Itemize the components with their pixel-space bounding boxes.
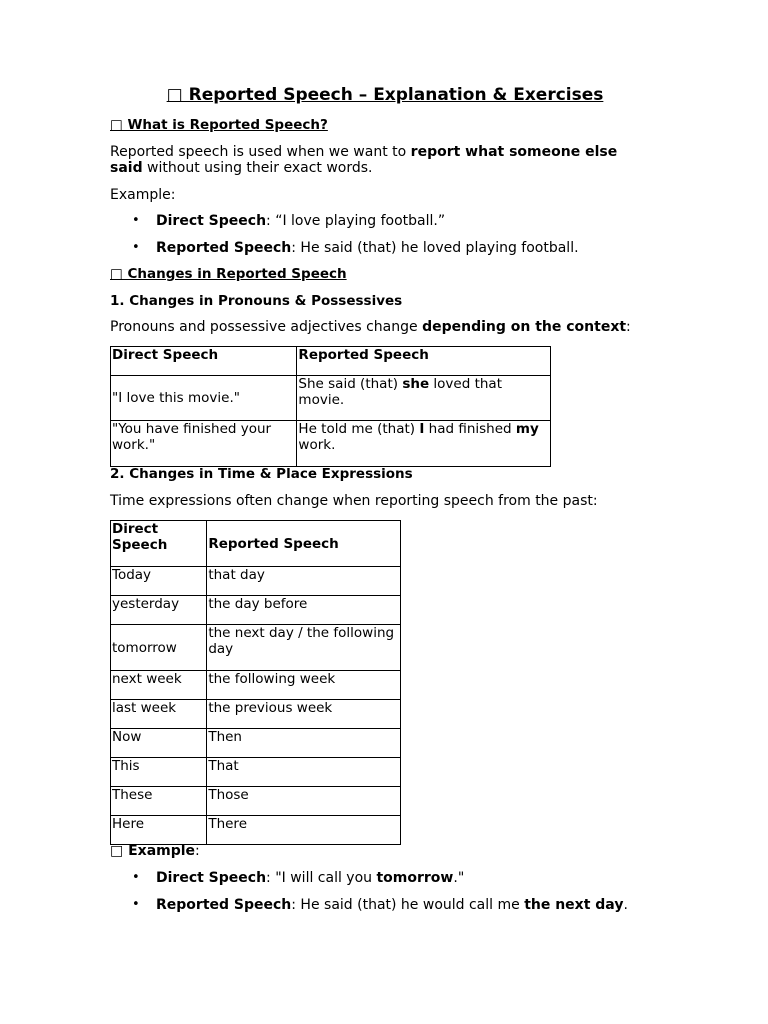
pronouns-intro: Pronouns and possessive adjectives change depending on the context: (110, 319, 631, 335)
bullet-icon: • (132, 213, 140, 228)
table-cell: the next day / the following day (207, 625, 401, 671)
section-heading-what-is: □ What is Reported Speech? (110, 117, 328, 133)
table-row (111, 758, 401, 787)
table-cell: yesterday (111, 596, 207, 625)
table-cell: He told me (that) I had finished my work. (297, 421, 551, 467)
table-cell: tomorrow (111, 625, 207, 671)
table-cell: Here (111, 816, 207, 845)
table-row (111, 421, 551, 467)
table-cell: Then (207, 729, 401, 758)
time-intro: Time expressions often change when reporting speech from the past: (110, 493, 598, 509)
section1-intro: Reported speech is used when we want to report what someone else said without using their exact words. (110, 144, 618, 176)
table-header: Reported Speech (297, 347, 551, 376)
table-cell: These (111, 787, 207, 816)
table-cell: This (111, 758, 207, 787)
table-header: Direct Speech (111, 347, 297, 376)
table-row (111, 816, 401, 845)
pronouns-table (110, 346, 551, 467)
table-cell: Those (207, 787, 401, 816)
table-cell: "You have finished your work." (111, 421, 297, 467)
example-label: Example: (110, 187, 176, 203)
time-place-table (110, 520, 401, 845)
table-row (111, 787, 401, 816)
table-cell: that day (207, 567, 401, 596)
example-heading: □ Example: (110, 843, 200, 859)
table-header: Reported Speech (207, 521, 401, 567)
table-cell: next week (111, 671, 207, 700)
section-heading-changes: □ Changes in Reported Speech (110, 266, 347, 282)
table-cell: last week (111, 700, 207, 729)
bullet-icon: • (132, 240, 140, 255)
table-row (111, 729, 401, 758)
table-header: Direct Speech (111, 521, 207, 567)
table-cell: the previous week (207, 700, 401, 729)
bullet-icon: • (132, 897, 140, 912)
page-title: □ Reported Speech – Explanation & Exercises (166, 85, 604, 105)
table-cell: She said (that) she loved that movie. (297, 376, 551, 421)
table-row (111, 671, 401, 700)
subheading-pronouns: 1. Changes in Pronouns & Possessives (110, 293, 403, 309)
table-row (111, 376, 551, 421)
table-cell: Today (111, 567, 207, 596)
table-cell: the day before (207, 596, 401, 625)
table-cell: That (207, 758, 401, 787)
table-cell: "I love this movie." (111, 376, 297, 421)
table-row (111, 700, 401, 729)
subheading-time-place: 2. Changes in Time & Place Expressions (110, 466, 413, 482)
table-cell: Now (111, 729, 207, 758)
table-row (111, 625, 401, 671)
table-row (111, 596, 401, 625)
table-cell: There (207, 816, 401, 845)
table-cell: the following week (207, 671, 401, 700)
bullet-icon: • (132, 870, 140, 885)
table-row (111, 567, 401, 596)
